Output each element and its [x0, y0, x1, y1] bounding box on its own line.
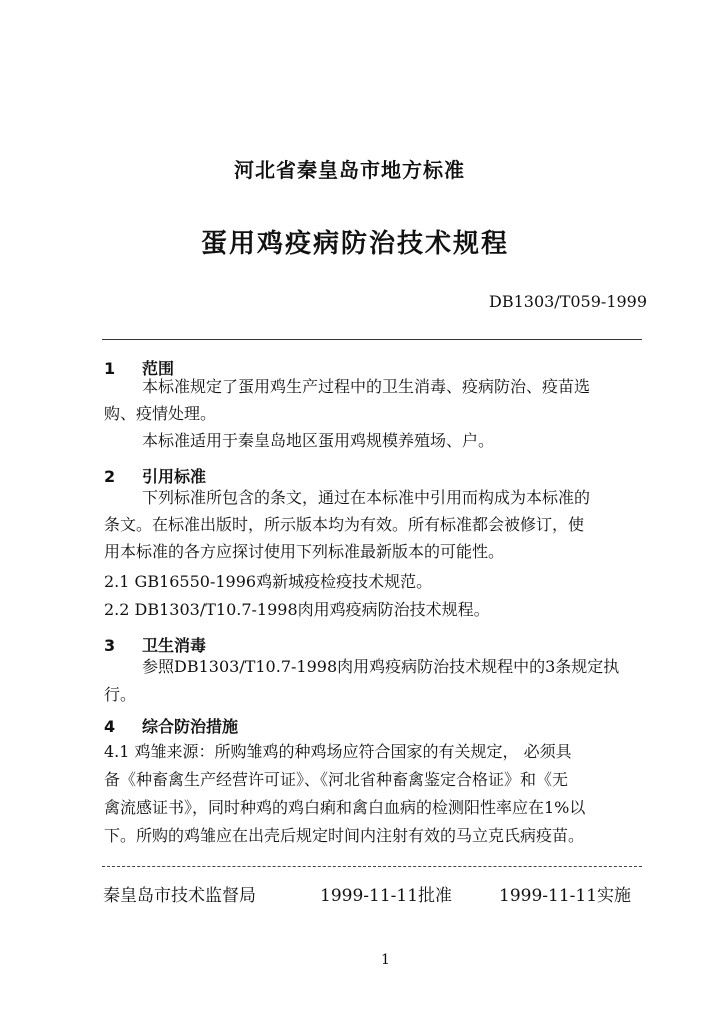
paragraph-line: 用本标准的各方应探讨使用下列标准最新版本的可能性。 [104, 542, 505, 561]
section-number: 3 [104, 636, 116, 655]
section-title: 范围 [142, 359, 175, 378]
implementation-date: 1999-11-11实施 [499, 886, 632, 906]
paragraph-line: 参照DB1303/T10.7-1998肉用鸡疫病防治技术规程中的3条规定执 [142, 657, 620, 676]
paragraph-line: 本标准规定了蛋用鸡生产过程中的卫生消毒、疫病防治、疫苗选 [142, 377, 591, 396]
paragraph-line: 备《种畜禽生产经营许可证》、《河北省种畜禽鉴定合格证》和《无 [104, 770, 569, 789]
standard-number: DB1303/T059-1999 [489, 292, 648, 311]
section-2-heading [104, 464, 206, 487]
paragraph-line: 购、疫情处理。 [104, 404, 217, 423]
paragraph-line: 条文。在标准出版时，所示版本均为有效。所有标准都会被修订，使 [104, 515, 585, 534]
section-title: 引用标准 [142, 467, 207, 486]
paragraph-line: 下列标准所包含的条文，通过在本标准中引用而构成为本标准的 [142, 488, 591, 507]
document-title: 蛋用鸡疫病防治技术规程 [201, 229, 510, 259]
header-divider [102, 339, 642, 340]
section-number: 2 [104, 467, 116, 486]
footer-divider [102, 866, 642, 867]
section-title: 综合防治措施 [142, 717, 239, 736]
paragraph-line: 行。 [104, 685, 137, 704]
paragraph-line: 禽流感证书》，同时种鸡的鸡白痢和禽白血病的检测阳性率应在1%以 [104, 798, 586, 817]
paragraph-line: 4.1 鸡雏来源：所购雏鸡的种鸡场应符合国家的有关规定， 必须具 [104, 742, 572, 761]
reference-item: 2.1 GB16550-1996鸡新城疫检疫技术规范。 [104, 572, 433, 591]
reference-item: 2.2 DB1303/T10.7-1998肉用鸡疫病防治技术规程。 [104, 600, 490, 619]
paragraph-line: 本标准适用于秦皇岛地区蛋用鸡规模养殖场、户。 [142, 431, 495, 450]
section-4-heading [104, 714, 238, 737]
issuing-authority: 秦皇岛市技术监督局 [103, 886, 256, 906]
section-title: 卫生消毒 [142, 636, 207, 655]
section-3-heading [104, 633, 206, 656]
approval-date: 1999-11-11批准 [320, 886, 453, 906]
paragraph-line: 下。所购的鸡雏应在出壳后规定时间内注射有效的马立克氏病疫苗。 [104, 826, 585, 845]
section-number: 4 [104, 717, 116, 736]
document-authority-title: 河北省秦皇岛市地方标准 [234, 158, 465, 182]
section-number: 1 [104, 359, 116, 378]
page-number: 1 [381, 952, 390, 968]
